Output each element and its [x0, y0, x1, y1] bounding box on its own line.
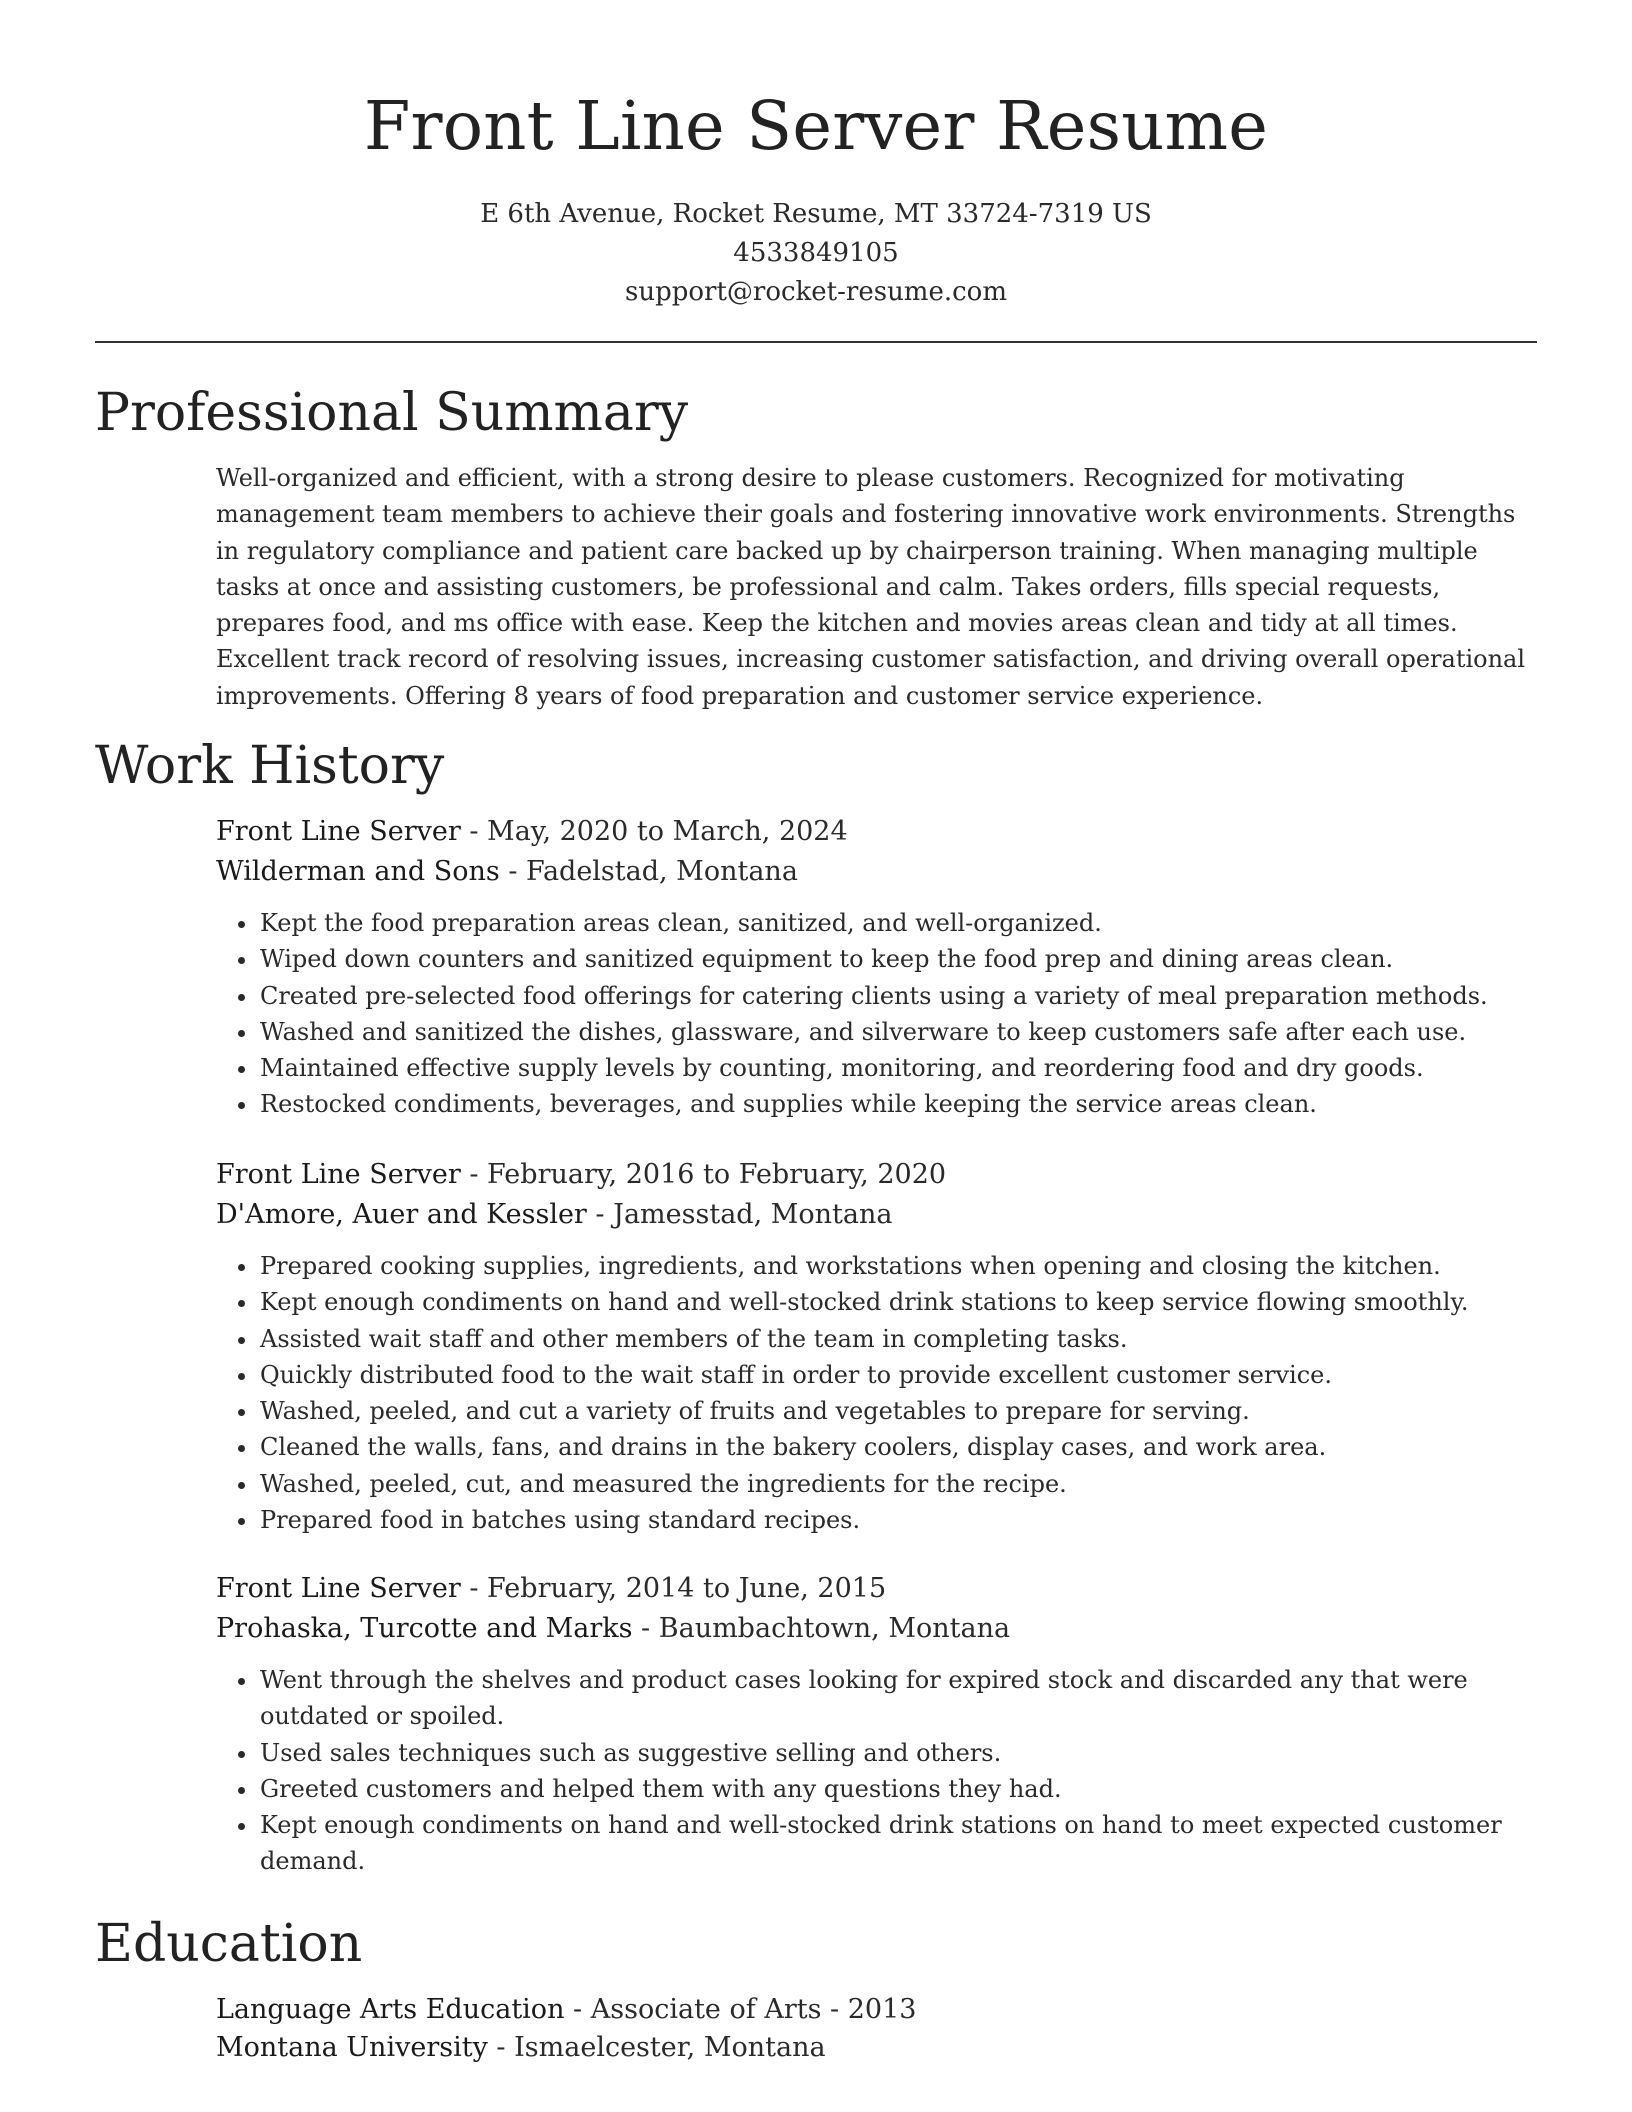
- job-duties-list: [216, 1248, 1536, 1538]
- school-location: - Ismaelcester, Montana: [487, 2032, 826, 2063]
- job-company-line: [216, 1609, 1536, 1649]
- education-degree-year: - Associate of Arts - 2013: [564, 1994, 917, 2025]
- job-title: Front Line Server: [216, 816, 461, 847]
- list-item: • Greeted customers and helped them with any questions they had.: [259, 1771, 1536, 1807]
- list-item: • Kept enough condiments on hand and well-stocked drink stations on hand to meet expected customer demand.: [259, 1807, 1536, 1880]
- job-company-line: [216, 1195, 1536, 1235]
- list-item: • Quickly distributed food to the wait staff in order to provide excellent customer service.: [259, 1357, 1536, 1393]
- list-item: • Went through the shelves and product cases looking for expired stock and discarded any that were outdated or spoiled.: [259, 1662, 1536, 1735]
- list-item: • Washed, peeled, and cut a variety of fruits and vegetables to prepare for serving.: [259, 1393, 1536, 1429]
- phone: 4533849105: [733, 238, 899, 268]
- company-name: Wilderman and Sons: [216, 856, 500, 887]
- contact-info: [95, 195, 1537, 312]
- education-heading: Education: [95, 1914, 363, 1974]
- list-item: • Restocked condiments, beverages, and supplies while keeping the service areas clean.: [259, 1086, 1536, 1122]
- job-title-line: [216, 1155, 1536, 1195]
- summary-heading: Professional Summary: [95, 383, 689, 443]
- education-degree-line: [216, 1991, 1536, 2029]
- list-item: • Assisted wait staff and other members of the team in completing tasks.: [259, 1321, 1536, 1357]
- job-dates: - February, 2016 to February, 2020: [460, 1159, 947, 1190]
- job-title-line: [216, 1569, 1536, 1609]
- list-item: • Washed, peeled, cut, and measured the ingredients for the recipe.: [259, 1466, 1536, 1502]
- list-item: • Washed and sanitized the dishes, glassware, and silverware to keep customers safe after each use.: [259, 1014, 1536, 1050]
- job-entry: [216, 1569, 1536, 1880]
- list-item: • Maintained effective supply levels by counting, monitoring, and reordering food and dry goods.: [259, 1050, 1536, 1086]
- list-item: • Created pre-selected food offerings for catering clients using a variety of meal preparation methods.: [259, 978, 1536, 1014]
- list-item: • Cleaned the walls, fans, and drains in the bakery coolers, display cases, and work area.: [259, 1429, 1536, 1465]
- education-entry: [216, 1991, 1536, 2067]
- company-location: - Baumbachtown, Montana: [632, 1613, 1011, 1644]
- list-item: • Wiped down counters and sanitized equipment to keep the food prep and dining areas clean.: [259, 941, 1536, 977]
- summary-section: [216, 460, 1536, 714]
- summary-text: Well-organized and efficient, with a strong desire to please customers. Recognized for motivating management team members to achieve their goals and fostering innovative work environments. Strengths in regulatory compliance and patient care backed up by chairperson training. When managing multiple tasks at once and assisting customers, be professional and calm. Takes orders, fills special requests, prepares food, and ms office with ease. Keep the kitchen and movies areas clean and tidy at all times. Excellent track record of resolving issues, increasing customer satisfaction, and driving overall operational improvements. Offering 8 years of food preparation and customer service experience.: [216, 464, 1526, 710]
- company-name: Prohaska, Turcotte and Marks: [216, 1613, 633, 1644]
- list-item: • Used sales techniques such as suggestive selling and others.: [259, 1735, 1536, 1771]
- list-item: • Kept enough condiments on hand and well-stocked drink stations to keep service flowing smoothly.: [259, 1284, 1536, 1320]
- job-entry: [216, 812, 1536, 1123]
- education-school-line: [216, 2029, 1536, 2067]
- job-title: Front Line Server: [216, 1159, 461, 1190]
- job-title: Front Line Server: [216, 1573, 461, 1604]
- list-item: • Prepared cooking supplies, ingredients, and workstations when opening and closing the kitchen.: [259, 1248, 1536, 1284]
- job-dates: - May, 2020 to March, 2024: [460, 816, 848, 847]
- job-title-line: [216, 812, 1536, 852]
- header-divider: [95, 341, 1537, 343]
- work-history-heading: Work History: [95, 736, 445, 796]
- job-dates: - February, 2014 to June, 2015: [460, 1573, 887, 1604]
- company-location: - Fadelstad, Montana: [499, 856, 798, 887]
- resume-title: Front Line Server Resume: [363, 87, 1269, 165]
- list-item: • Kept the food preparation areas clean, sanitized, and well-organized.: [259, 905, 1536, 941]
- school-name: Montana University: [216, 2032, 488, 2063]
- email: support@rocket-resume.com: [624, 277, 1007, 307]
- job-duties-list: [216, 1662, 1536, 1880]
- company-location: - Jamesstad, Montana: [586, 1199, 893, 1230]
- education-subject: Language Arts Education: [216, 1994, 565, 2025]
- company-name: D'Amore, Auer and Kessler: [216, 1199, 587, 1230]
- job-duties-list: [216, 905, 1536, 1123]
- resume-header: [95, 78, 1537, 312]
- job-company-line: [216, 852, 1536, 892]
- job-entry: [216, 1155, 1536, 1538]
- address: E 6th Avenue, Rocket Resume, MT 33724-7319 US: [480, 199, 1152, 229]
- list-item: • Prepared food in batches using standard recipes.: [259, 1502, 1536, 1538]
